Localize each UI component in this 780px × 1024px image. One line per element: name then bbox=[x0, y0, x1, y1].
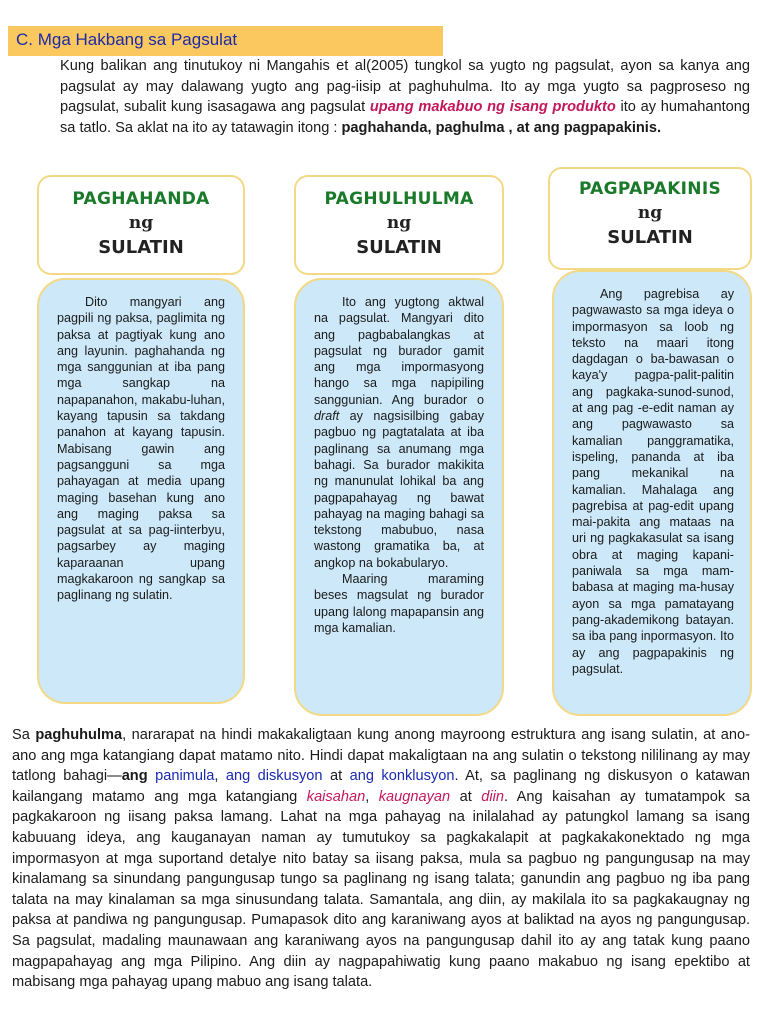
closing-text: at bbox=[322, 768, 350, 785]
section-title: C. Mga Hakbang sa Pagsulat bbox=[16, 30, 238, 49]
closing-term-diin: diin bbox=[481, 788, 504, 805]
step-title: PAGHULHULMA bbox=[324, 189, 474, 209]
closing-text: . Ang kaisahan ay tumatampok sa pagkakaroon ng iisang paksa lamang. Lahat na mga pahayag na inilalahad ay patungkol lamang sa isang kabuuang ideya, ang kauganayan naman ay tumutukoy sa pagkakalapit at pagkakakonektado ng mga impormasyon at mga suportand detalye nito batay sa iisang paksa, mula sa pagbuo ng pangungusap na may kinalamang sa sinundang pangungusap tungo sa paglinang ng isang talata; ganundin ang pagbuo ng iba pang talata na may kinalaman sa mga sinusundang talata. Samantala, ang diin, ay makilala ito sa pagkakaugnay ng paksa at pandiwa ng pangungusap. Pumapasok dito ang karaniwang ayos at baliktad na ayos ng pangungusap. Sa pagsulat, madaling maunawaan ang karaniwang ayos na pangungusap dahil ito ay ang tatak kung paano magpapahayag ang mga Pilipino. Ang diin ay nagpapahiwatig kung paano makabuo ng isang epektibo at mabisang mga pahayag upang mabuo ang isang talata. bbox=[12, 788, 750, 991]
closing-text: . At, sa paglinang ng diskusyon o katawan kailangang matamo ang mga katangiang bbox=[12, 768, 750, 805]
closing-term-konklusyon: ang konklusyon bbox=[349, 768, 455, 785]
step-italic-term: draft bbox=[314, 409, 340, 424]
closing-text: Sa bbox=[12, 727, 36, 743]
step-paghahanda-body bbox=[37, 278, 245, 704]
step-sulatin: SULATIN bbox=[356, 237, 442, 258]
step-text: Ito ang yugtong aktwal na pagsulat. Mangyari dito ang pagbabalangkas at pagsulat ng burador gamit ang mga impormasyong hango sa mga napipiling sanggunian. Ang burador o bbox=[314, 295, 484, 407]
closing-term-panimula: panimula bbox=[155, 768, 215, 785]
closing-text: , nararapat na hindi makakaligtaan kung anong mayroong estruktura ang isang sulatin, at ano-ano ang mga katangiang dapat matamo nito. Hindi dapat makaligtaan na ang sulatin o tekstong nililinang ay may tatlong bahagi— bbox=[12, 727, 750, 785]
step-sulatin: SULATIN bbox=[607, 227, 693, 248]
intro-text: Kung balikan ang tinutukoy ni Mangahis et al(2005) tungkol sa yugto ng pagsulat, ayon sa kanya ang pagsulat ay may dalawang yugto ang pag-iisip at paghuhulma. Ito ay mga yugto sa pagproseso ng pagsulat, subalit kung isasagawa ang pagsulat bbox=[60, 58, 750, 115]
step-pagpapakinis-header bbox=[548, 167, 752, 270]
closing-text: , bbox=[365, 788, 379, 805]
step-description: Ang pagrebisa ay pagwawasto sa mga ideya o impormasyon sa loob ng teksto na maari itong dagdagan o ba-bawasan o kaya'y pagpa-palit-palitin ang pagkaka-sunod-sunod, at ang pag -e-edit naman ay ang pagwawasto sa kamalian panggramatika, ispeling, pananda at iba pang mekanikal na kamalian. Mahalaga ang pagrebisa at pag-edit upang mai-pakita ang mataas na uri ng pagkakasulat sa isang obra at maging kapani-paniwala sa mga mam-babasa at maging ma-husay ayon sa mga pamatayang pang-akademikong batayan. sa iba pang inpormasyon. Ito ay ang pagpapakinis ng pagsulat. bbox=[572, 287, 734, 676]
step-text-2: ay nagsisilbing gabay pagbuo ng pagtatalata at iba paglinang sa anumang mga bahagi. Sa burador makikita ng manunulat lohikal ba ang pagpapahayag ng bawat pahayag na maging bahagi sa tekstong mabubuo, nasa wastong gramatika ba, at angkop na bokabularyo. bbox=[314, 409, 484, 570]
step-pagpapakinis-body bbox=[552, 270, 752, 716]
step-ng: ng bbox=[128, 213, 154, 233]
closing-term-diskusyon: ang diskusyon bbox=[225, 768, 323, 785]
section-header-bar bbox=[8, 26, 443, 56]
step-paghulhulma-header bbox=[294, 175, 504, 275]
closing-paragraph bbox=[12, 725, 750, 993]
step-title: PAGHAHANDA bbox=[72, 189, 210, 209]
closing-term-paghuhulma: paghuhulma bbox=[35, 727, 123, 743]
step-paghulhulma-body bbox=[294, 278, 504, 716]
closing-term-kaisahan: kaisahan bbox=[306, 788, 366, 805]
closing-text: at bbox=[450, 788, 482, 805]
closing-ang: ang bbox=[121, 768, 156, 785]
step-description-2: Maaring maraming beses magsulat ng burador upang lalong mapapansin ang mga kamalian. bbox=[314, 572, 484, 635]
step-paghahanda-header bbox=[37, 175, 245, 275]
step-ng: ng bbox=[386, 213, 412, 233]
step-description bbox=[314, 294, 484, 571]
step-title: PAGPAPAKINIS bbox=[578, 179, 721, 199]
step-description: Dito mangyari ang pagpili ng paksa, paglimita ng paksa at pagtiyak kung ano ang layunin. paghahanda ng mga sanggunian at iba pang mga sangkap na napapanahon, makabu-luhan, kayang tapusin sa takdang panahon at kayang tapusin. Mabisang gawin ang pagsangguni sa mga pahayagan at media upang maging basehan kung ano ang maging paksa sa pagsulat at sa pag-iinterbyu, pagsarbey ay maging kaparaanan upang magkakaroon ng sangkap sa paglinang ng sulatin. bbox=[57, 295, 225, 603]
closing-text: , bbox=[214, 768, 226, 785]
intro-text-2: ito ay humahantong sa tatlo. Sa aklat na ito ay tatawagin itong : bbox=[60, 99, 751, 136]
intro-paragraph bbox=[60, 56, 750, 138]
step-ng: ng bbox=[637, 203, 663, 223]
intro-steps-list: paghahanda, paghulma , at ang pagpapakinis. bbox=[341, 119, 662, 136]
closing-term-kaugnayan: kaugnayan bbox=[378, 788, 451, 805]
step-sulatin: SULATIN bbox=[98, 237, 184, 258]
intro-highlight: upang makabuo ng isang produkto bbox=[369, 99, 616, 115]
